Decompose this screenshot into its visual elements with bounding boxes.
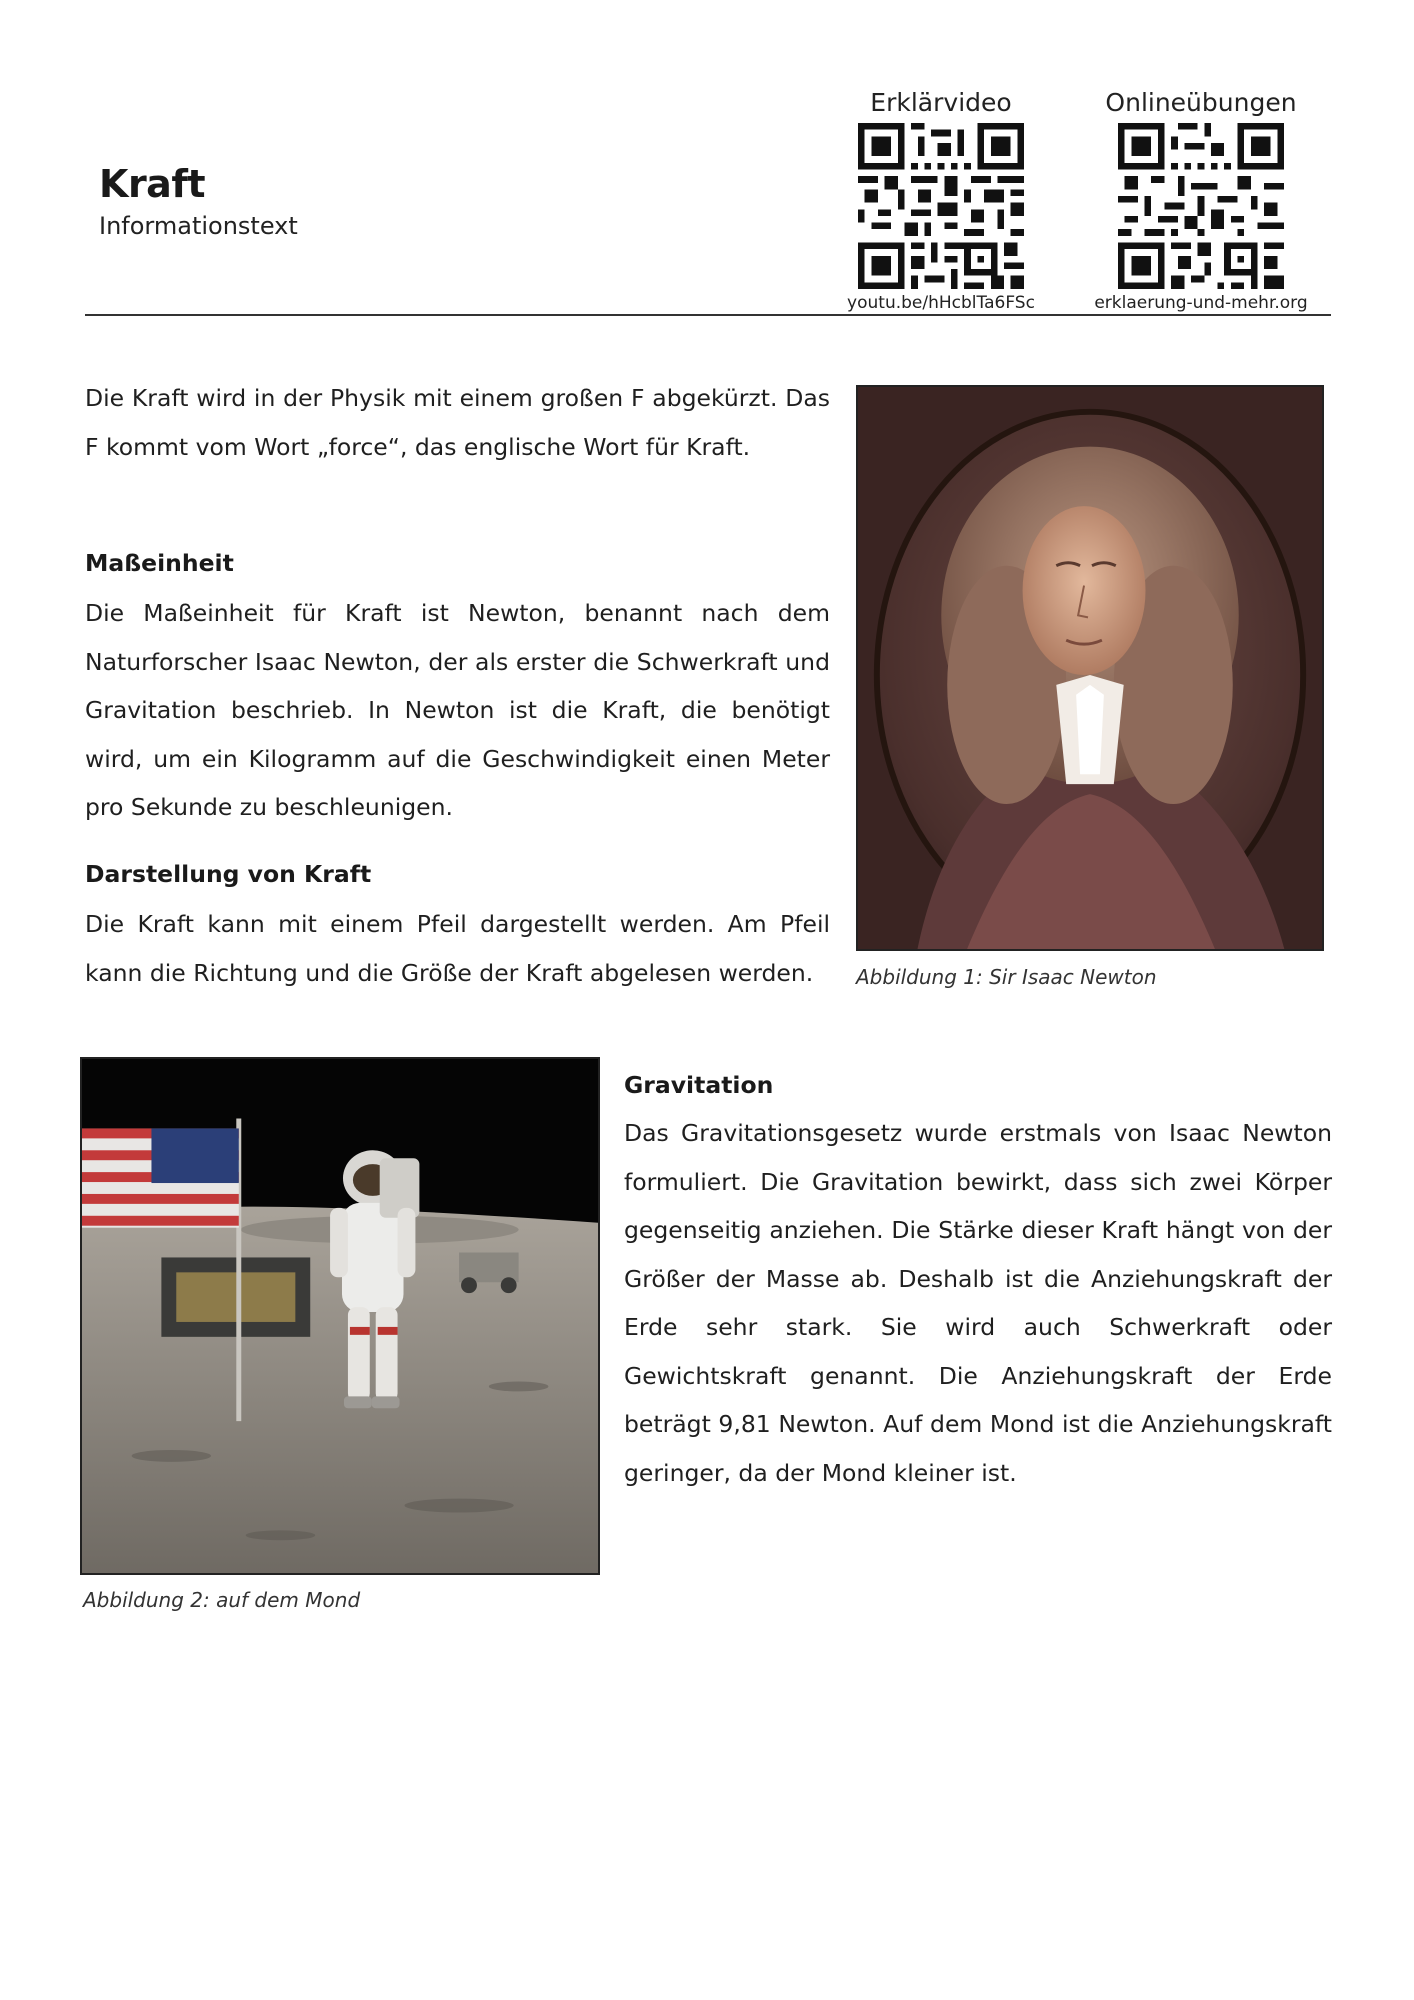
- newton-portrait-image: [856, 385, 1324, 951]
- qr-block-online: [1086, 88, 1316, 313]
- qr-label-online: Onlineübungen: [1105, 88, 1297, 117]
- gravitation-paragraph: Das Gravitationsgesetz wurde erstmals von Isaac Newton formuliert. Die Gravitation bewirkt, dass sich zwei Körper gegenseitig anziehen. Die Stärke dieser Kraft hängt von der Größer der Masse ab. Deshalb ist die Anziehungskraft der Erde sehr stark. Sie wird auch Schwerkraft oder Gewichtskraft genannt. Die Anziehungskraft der Erde beträgt 9,81 Newton. Auf dem Mond ist die Anziehungskraft geringer, da der Mond kleiner ist.: [624, 1119, 1332, 1487]
- moon-landing-image: [80, 1057, 600, 1575]
- masseinheit-paragraph: Die Maßeinheit für Kraft ist Newton, benannt nach dem Naturforscher Isaac Newton, der als erster die Schwerkraft und Gravitation beschrieb. In Newton ist die Kraft, die benötigt wird, um ein Kilogramm auf die Geschwindigkeit einen Meter pro Sekunde zu beschleunigen.: [85, 599, 830, 821]
- darstellung-paragraph: Die Kraft kann mit einem Pfeil dargestellt werden. Am Pfeil kann die Richtung und die Größe der Kraft abgelesen werden.: [85, 910, 830, 987]
- qr-label-video: Erklärvideo: [870, 88, 1012, 117]
- heading-masseinheit: Maßeinheit: [85, 549, 234, 577]
- newton-caption: Abbildung 1: Sir Isaac Newton: [856, 965, 1157, 989]
- qr-url-online[interactable]: erklaerung-und-mehr.org: [1094, 293, 1308, 313]
- intro-paragraph: Die Kraft wird in der Physik mit einem großen F abgekürzt. Das F kommt vom Wort „force“, das englische Wort für Kraft.: [85, 384, 830, 461]
- page-subtitle: Informationstext: [99, 212, 298, 240]
- page-title: Kraft: [99, 162, 206, 206]
- qr-block-video: [826, 88, 1056, 313]
- header-divider: [85, 314, 1331, 316]
- qr-code-icon[interactable]: [1118, 123, 1284, 289]
- heading-darstellung: Darstellung von Kraft: [85, 860, 372, 888]
- heading-gravitation: Gravitation: [624, 1071, 774, 1099]
- qr-url-video[interactable]: youtu.be/hHcblTa6FSc: [847, 293, 1035, 313]
- moon-caption: Abbildung 2: auf dem Mond: [83, 1588, 361, 1612]
- qr-code-icon[interactable]: [858, 123, 1024, 289]
